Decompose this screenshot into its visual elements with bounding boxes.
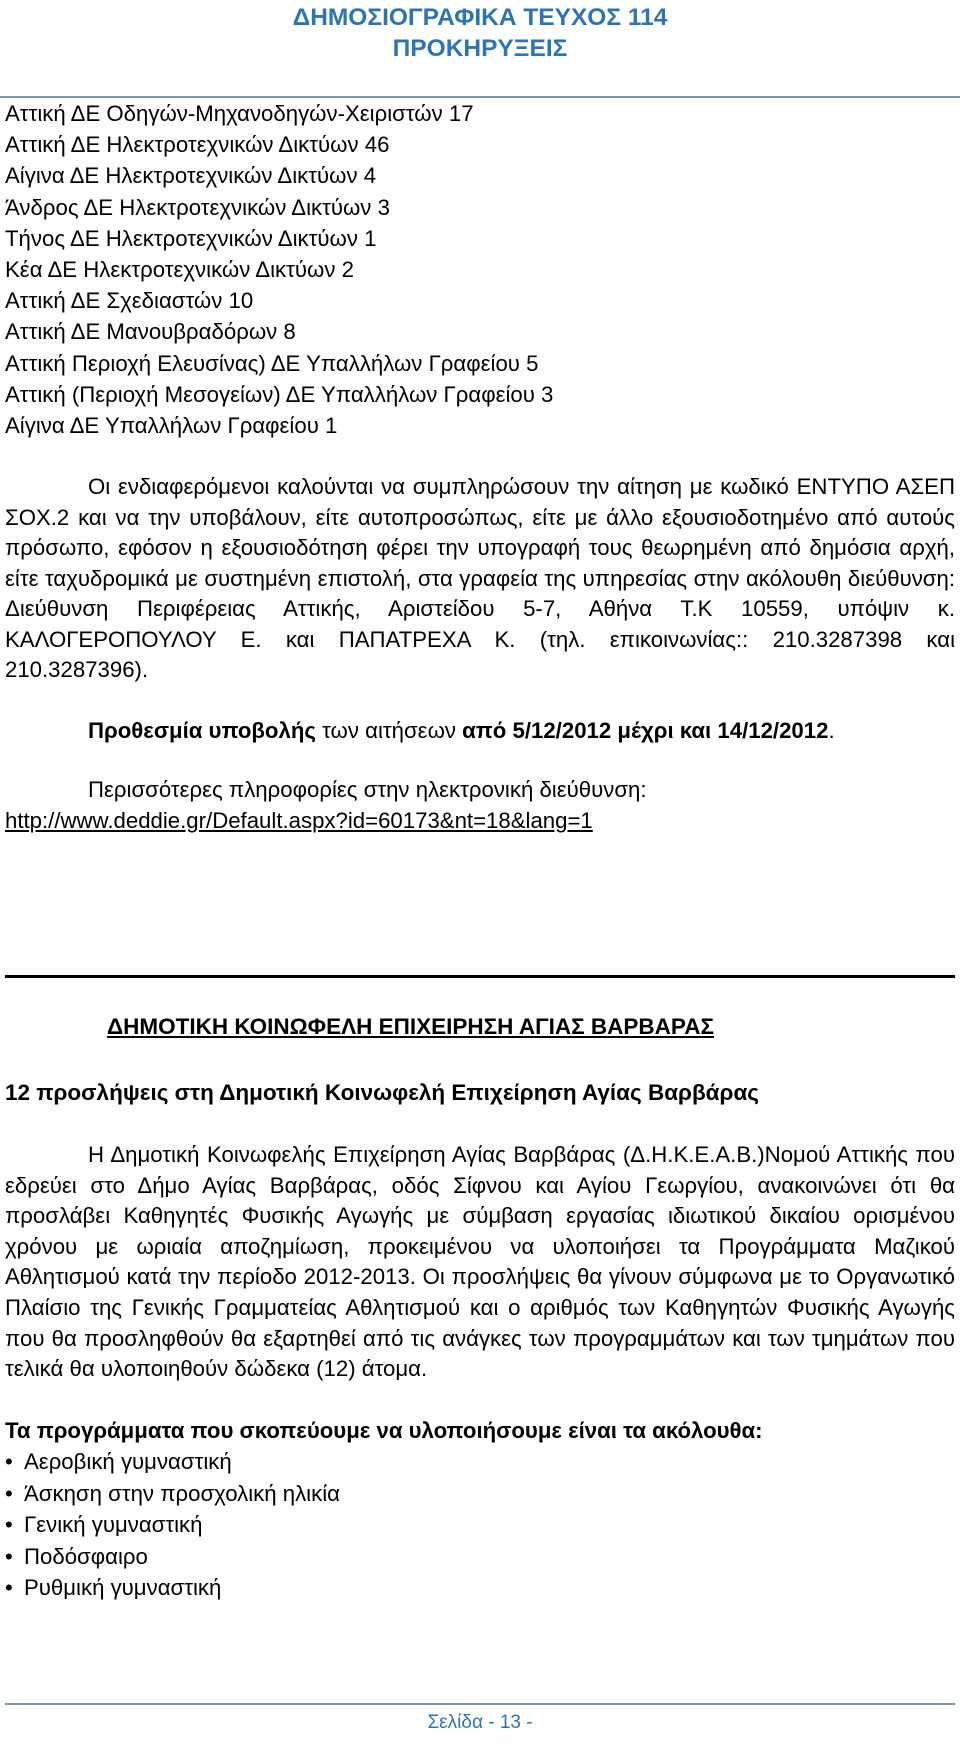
list-item: Αίγινα ΔΕ Ηλεκτροτεχνικών Δικτύων 4 [5,163,377,189]
header-title: ΔΗΜΟΣΙΟΓΡΑΦΙΚΑ ΤΕΥΧΟΣ 114 [292,4,668,31]
positions-list [5,98,955,441]
deadline-dates: από 5/12/2012 μέχρι και 14/12/2012 [462,717,829,743]
programs-heading: Τα προγράμματα που σκοπεύουμε να υλοποιήσουμε είναι τα ακόλουθα: [5,1417,763,1443]
page-header [0,2,960,64]
list-item: • Άσκηση στην προσχολική ηλικία [5,1478,955,1510]
list-item: Τήνος ΔΕ Ηλεκτροτεχνικών Δικτύων 1 [5,225,377,251]
list-item: Αττική ΔΕ Σχεδιαστών 10 [5,288,254,314]
organization-title: ΔΗΜΟΤΙΚΗ ΚΟΙΝΩΦΕΛΗ ΕΠΙΧΕΙΡΗΣΗ ΑΓΙΑΣ ΒΑΡΒΑΡΑΣ [107,1014,714,1039]
list-item: Αττική ΔΕ Ηλεκτροτεχνικών Δικτύων 46 [5,132,390,158]
organization-paragraph: Η Δημοτική Κοινωφελής Επιχείρηση Αγίας Βαρβάρας (Δ.Η.Κ.Ε.Α.Β.)Νομού Αττικής που εδρεύει στο Δήμο Αγίας Βαρβάρας, οδός Σίφνου και Αγίου Γεωργίου, ανακοινώνει ότι θα προσλάβει Καθηγητές Φυσικής Αγωγής με σύμβαση εργασίας ιδιωτικού δικαίου ορισμένου χρόνου με ωριαία αποζημίωση, προκειμένου να υλοποιήσει τα Προγράμματα Μαζικού Αθλητισμού κατά την περίοδο 2012-2013. Οι προσλήψεις θα γίνουν σύμφωνα με το Οργανωτικό Πλαίσιο της Γενικής Γραμματείας Αθλητισμού και ο αριθμός των Καθηγητών Φυσικής Αγωγής που θα προσληφθούν θα εξαρτηθεί από τις ανάγκες των προγραμμάτων και των τμημάτων που τελικά θα υλοποιηθούν δώδεκα (12) άτομα. [5,1142,955,1382]
deadline-paragraph [5,716,955,747]
list-item: • Γενική γυμναστική [5,1509,955,1541]
footer-divider [5,1703,955,1705]
section-divider [5,975,955,978]
more-info-link-line [5,806,955,837]
more-info-link[interactable]: http://www.deddie.gr/Default.aspx?id=60173&nt=18&lang=1 [5,807,593,833]
header-subtitle: ΠΡΟΚΗΡΥΞΕΙΣ [392,35,568,62]
list-item: • Ποδόσφαιρο [5,1541,955,1573]
list-item: Αττική ΔΕ Μανουβραδόρων 8 [5,319,296,345]
list-item: • Ρυθμική γυμναστική [5,1572,955,1604]
list-item: Αίγινα ΔΕ Υπαλλήλων Γραφείου 1 [5,413,338,439]
list-item: Κέα ΔΕ Ηλεκτροτεχνικών Δικτύων 2 [5,257,354,283]
list-item: Αττική Περιοχή Ελευσίνας) ΔΕ Υπαλλήλων Γραφείου 5 [5,350,539,376]
deadline-end: . [828,717,835,743]
more-info-label: Περισσότερες πληροφορίες στην ηλεκτρονική διεύθυνση: [88,777,647,803]
application-paragraph: Οι ενδιαφερόμενοι καλούνται να συμπληρώσουν την αίτηση με κωδικό ΕΝΤΥΠΟ ΑΣΕΠ ΣΟΧ.2 και να την υποβάλουν, είτε αυτοπροσώπως, είτε με άλλο εξουσιοδοτημένο από αυτούς πρόσωπο, εφόσον η εξουσιοδότηση φέρει την υπογραφή τους θεωρημένη από δημόσια αρχή, είτε ταχυδρομικά με συστημένη επιστολή, στα γραφεία της υπηρεσίας στην ακόλουθη διεύθυνση: Διεύθυνση Περιφέρειας Αττικής, Αριστείδου 5-7, Αθήνα Τ.Κ 10559, υπόψιν κ. ΚΑΛΟΓΕΡΟΠΟΥΛΟΥ Ε. και ΠΑΠΑΤΡΕΧΑ Κ. (τηλ. επικοινωνίας:: 210.3287398 και 210.3287396). [5,474,955,683]
page-number: Σελίδα - 13 - [427,1712,533,1733]
list-item: Αττική (Περιοχή Μεσογείων) ΔΕ Υπαλλήλων Γραφείου 3 [5,381,554,407]
announcement-details [5,1140,955,1604]
list-item: Αττική ΔΕ Οδηγών-Μηχανοδηγών-Χειριστών 17 [5,101,474,126]
announcement-body [5,98,955,836]
list-item: • Αεροβική γυμναστική [5,1446,955,1478]
list-item: Άνδρος ΔΕ Ηλεκτροτεχνικών Δικτύων 3 [5,194,390,220]
deadline-middle: των αιτήσεων [315,717,463,743]
programs-list [5,1446,955,1604]
announcement-heading: 12 προσλήψεις στη Δημοτική Κοινωφελή Επιχείρηση Αγίας Βαρβάρας [5,1080,759,1105]
deadline-label: Προθεσμία υποβολής [88,717,316,743]
